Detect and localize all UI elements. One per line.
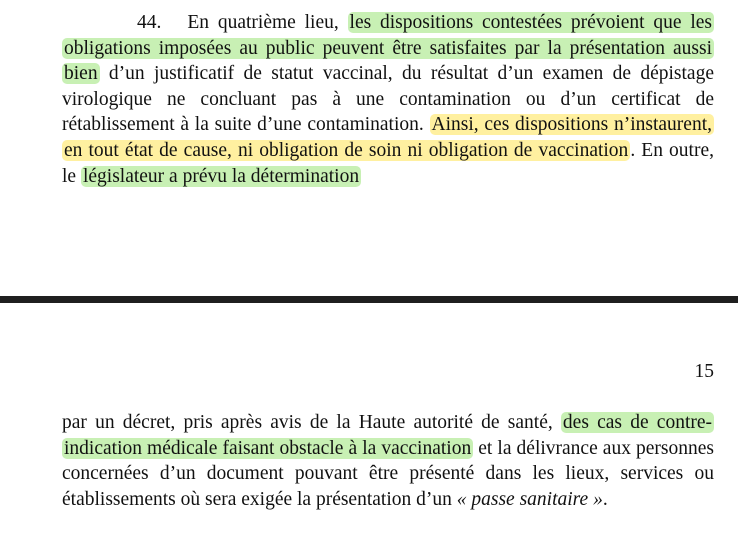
green-highlight: les dispositions contestées prévoient que les obligations imposées au public peuvent être satisfaites par la présentation aussi bien [64,12,712,85]
text-segment: d’un justificatif de statut vaccinal, du résultat d’un examen de dépistage virologique ne concluant pas à une contamination ou d’un certificat de rétablissement à la suite d’une contamination. [62,63,714,136]
page-separator [0,296,738,303]
text-segment: . En outre, le [62,139,714,187]
page-number: 15 [694,361,714,382]
paragraph-continuation [62,410,714,512]
text-segment: . [602,488,608,510]
paragraph-number: 44. [137,12,162,33]
green-highlight: législateur a prévu la détermination [82,165,360,187]
yellow-highlight: Ainsi, ces dispositions n’instaurent, en tout état de cause, ni obligation de soin ni obligation de vaccination [64,114,712,161]
italic-term: « passe sanitaire » [456,488,603,510]
green-highlight: des cas de contre-indication médicale faisant obstacle à la vaccination [64,412,712,459]
text-segment: En quatrième lieu, [187,12,348,33]
paragraph-44 [62,10,714,189]
text-segment: et la délivrance aux personnes concernées d’un document pouvant être présenté dans les lieux, services ou établissements où sera exigée la présentation d’un [62,437,714,510]
text-segment: par un décret, pris après avis de la Haute autorité de santé, [62,412,561,433]
